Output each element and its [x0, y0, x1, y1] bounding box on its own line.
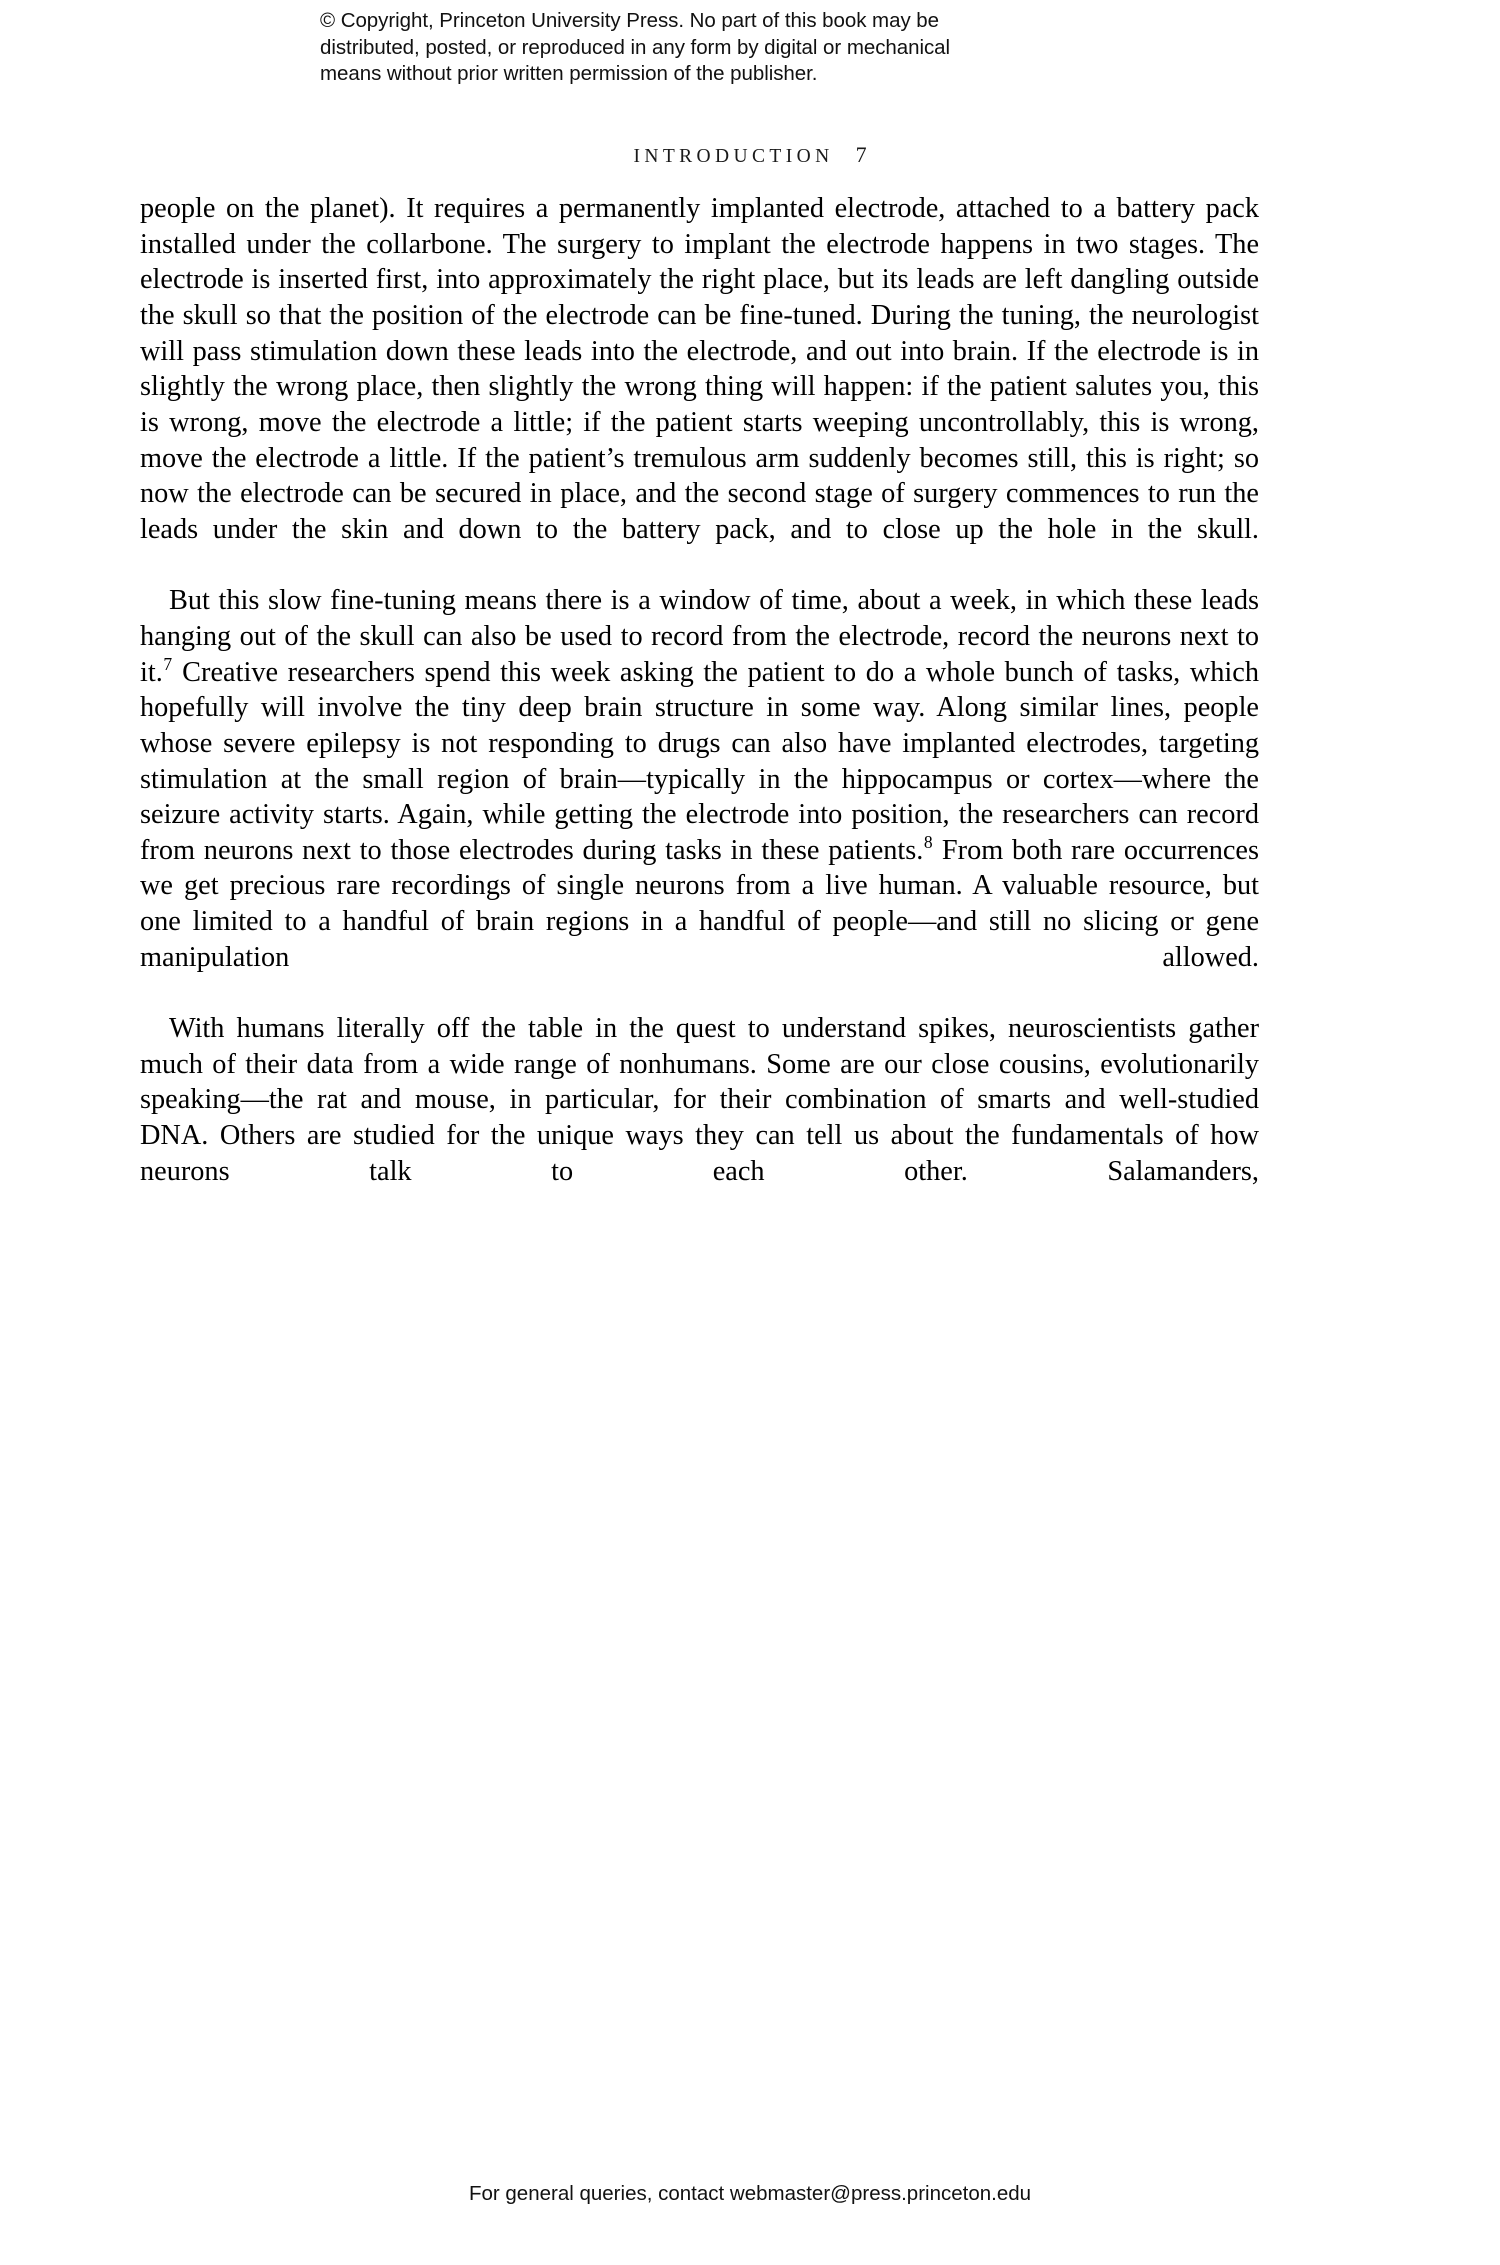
copyright-line-2: distributed, posted, or reproduced in any form by digital or mechanical — [320, 35, 951, 59]
footer-text: For general queries, contact webmaster@press.princeton.edu — [468, 2182, 1032, 2205]
running-head-title: INTRODUCTION — [633, 146, 834, 167]
footer-query-note — [0, 2182, 1500, 2206]
paragraph-3: With humans literally off the table in the quest to understand spikes, neuroscientists gather much of their data from a wide range of nonhumans. Some are our close cousins, evolutionarily speaking—the rat and mouse, in particular, for their combination of smarts and well-studied DNA. Others are studied for the unique ways they can tell us about the fundamentals of how neurons talk to each other. Salamanders, — [140, 1013, 1259, 1187]
copyright-line-1: © Copyright, Princeton University Press. No part of this book may be — [320, 9, 939, 32]
footnote-marker-8[interactable]: 8 — [923, 832, 933, 853]
running-head — [0, 142, 1500, 168]
copyright-line-3: means without prior written permission of the publisher. — [320, 62, 818, 85]
body-text-column — [140, 191, 1259, 1225]
paragraph-2-text-tail: From both rare occurrences we get precious rare recordings of single neurons from a live human. A valuable resource, but one limited to a handful of brain regions in a handful of people—and still no slicing or gene manipulation allowed. — [140, 834, 1259, 973]
paragraph-2-text-after-note: Creative researchers spend this week asking the patient to do a whole bunch of tasks, which hopefully will involve the tiny deep brain structure in some way. Along similar lines, people whose severe epilepsy is not responding to drugs can also have implanted electrodes, targeting stimulation at the small region of brain—typically in the hippocampus or cortex—where the seizure activity starts. Again, while getting the electrode into position, the researchers can record from neurons next to those electrodes during tasks in these patients. — [140, 656, 1259, 866]
paragraph-2 — [140, 583, 1259, 1011]
page-number: 7 — [855, 142, 867, 167]
paragraph-1: people on the planet). It requires a permanently implanted electrode, attached to a battery pack installed under the collarbone. The surgery to implant the electrode happens in two stages. The electrode is inserted first, into approximately the right place, but its leads are left dangling outside the skull so that the position of the electrode can be fine-tuned. During the tuning, the neurologist will pass stimulation down these leads into the electrode, and out into brain. If the electrode is in slightly the wrong place, then slightly the wrong thing will happen: if the patient salutes you, this is wrong, move the electrode a little; if the patient starts weeping uncontrollably, this is wrong, move the electrode a little. If the patient’s tremulous arm suddenly becomes still, this is right; so now the electrode can be secured in place, and the second stage of surgery commences to run the leads under the skin and down to the battery pack, and to close up the hole in the skull. — [140, 193, 1259, 545]
footnote-marker-7[interactable]: 7 — [163, 654, 173, 675]
paragraph-2-text-before-note: But this slow fine-tuning means there is a window of time, about a week, in which these leads hanging out of the skull can also be used to record from the electrode, record the neurons next to it. — [140, 585, 1259, 688]
copyright-notice — [320, 8, 1172, 88]
